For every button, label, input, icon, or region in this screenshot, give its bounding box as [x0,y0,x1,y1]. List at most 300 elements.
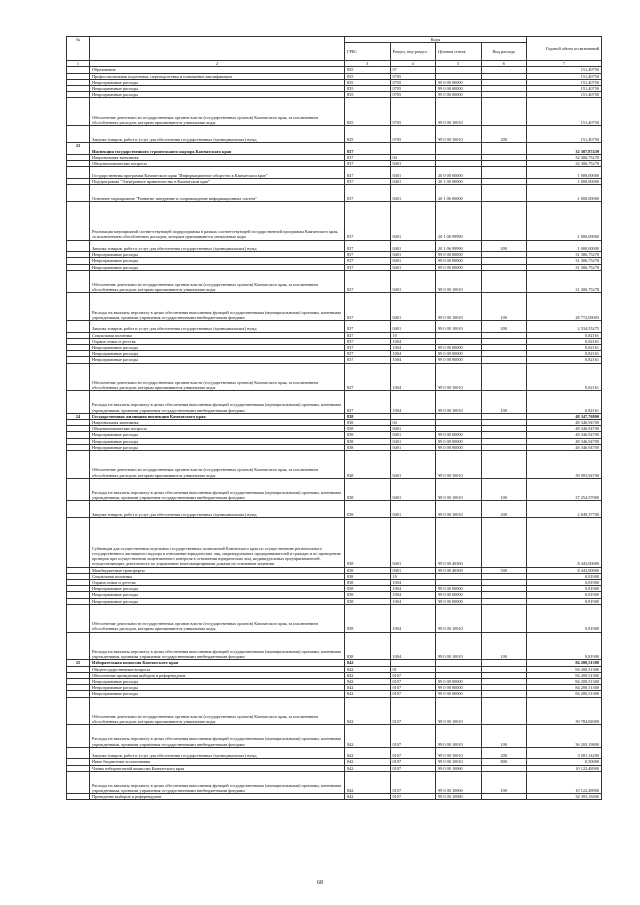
row-sum: 0,82161 [527,351,602,357]
row-name: Расходы на выплаты персоналу в целях обеспечения выполнения функций государственными (муниципальными) органами, казенными учреждениями, органами управления государственными внебюджетными фондами [90,293,345,321]
row-rz: 0401 [390,478,436,500]
row-no [67,363,90,391]
row-name: Общеэкономические вопросы [90,426,345,432]
table-row [67,747,602,759]
row-rz: 1004 [390,632,436,660]
row-grbs: 838 [345,420,391,426]
row-cs: 99 0 00 40300 [436,567,482,573]
row-sum: 1 000,00000 [527,202,602,241]
row-sum: 2 649,37700 [527,501,602,518]
row-cs: 99 0 00 40300 [436,518,482,567]
row-name: Обеспечение деятельности государственных органов власти (государственных органов) Камчатского края, за исключением обособленных расходов, которым присваиваются уникальные коды [90,604,345,632]
row-cs: 99 0 00 10010 [436,501,482,518]
row-sum: 0,81900 [527,580,602,586]
budget-table-sheet [66,36,602,800]
row-cs: 20 1 06 00000 [436,185,482,202]
row-rz: 0401 [390,270,436,292]
row-rz: 0401 [390,264,436,270]
row-rz: 0107 [390,679,436,685]
row-grbs: 837 [345,185,391,202]
row-name: Непрограммные расходы [90,252,345,258]
row-vr: 200 [481,126,527,143]
row-rz: 07 [390,67,436,73]
row-grbs: 842 [345,672,391,678]
row-grbs: 842 [345,660,391,666]
row-name: Непрограммные расходы [90,264,345,270]
row-grbs: 838 [345,478,391,500]
row-cs: 99 0 00 10060 [436,765,482,771]
header-cs: Целевая статья [436,43,482,61]
row-no [67,604,90,632]
row-rz: 0705 [390,86,436,92]
row-vr [481,604,527,632]
row-sum: 1 000,00000 [527,167,602,179]
row-name: Общегосударственные вопросы [90,666,345,672]
row-rz: 0107 [390,765,436,771]
row-name: Расходы на выплаты персоналу в целях обеспечения выполнения функций государственными (муниципальными) органами, казенными учреждениями, органами управления государственными внебюджетными фондами [90,478,345,500]
row-cs: 20 1 06 99990 [436,202,482,241]
table-row [67,167,602,179]
header-sum: Годовой объем ассигнований [527,37,602,61]
table-row [67,391,602,413]
row-name: Непрограммные расходы [90,345,345,351]
row-grbs: 837 [345,143,391,155]
row-name: Непрограммные расходы [90,357,345,363]
row-sum: 31 306,75278 [527,252,602,258]
row-rz: 0401 [390,321,436,333]
row-sum: 48 346,94700 [527,426,602,432]
row-cs [436,143,482,155]
table-row [67,604,602,632]
row-grbs: 835 [345,73,391,79]
row-grbs: 837 [345,252,391,258]
row-no [67,185,90,202]
row-vr [481,167,527,179]
row-grbs: 838 [345,426,391,432]
row-sum: 0,82161 [527,357,602,363]
row-name: Непрограммные расходы [90,685,345,691]
row-name: Социальная политика [90,573,345,579]
row-name: Обеспечение деятельности государственных органов власти (государственных органов) Камчатского края, за исключением обособленных расходов, которым присваиваются уникальные коды [90,451,345,479]
row-name: Субвенции для осуществления отдельных государственных полномочий Камчатского края по осуществлению регионального государственного жилищного надзора в отношении юридических лиц, индивидуальных предпринимателей и граждан и по проведению проверок при осуществлении лицензионного контроля в отношении юридических лиц, индивидуальных предпринимателей, осуществляющих деятельность по управлению многоквартирными домами на основании лицензии [90,518,345,567]
row-rz: 1004 [390,338,436,344]
row-rz: 0107 [390,685,436,691]
row-name: Общеэкономические вопросы [90,161,345,167]
row-grbs: 837 [345,332,391,338]
row-cs: 99 0 00 10010 [436,293,482,321]
row-vr [481,518,527,567]
row-grbs: 842 [345,794,391,800]
row-rz: 1004 [390,580,436,586]
table-row [67,293,602,321]
row-rz: 0107 [390,725,436,747]
row-cs: 20 1 00 00000 [436,178,482,184]
row-cs: 99 0 00 10080 [436,794,482,800]
row-name: Охрана семьи и детства [90,338,345,344]
row-cs: 99 0 00 00000 [436,691,482,697]
row-name: Иные бюджетные ассигнования [90,759,345,765]
row-vr: 200 [481,240,527,252]
row-name: Межбюджетные трансферты [90,567,345,573]
row-sum: 2 534,55275 [527,321,602,333]
row-rz: 0401 [390,258,436,264]
row-name: Непрограммные расходы [90,691,345,697]
row-cs: 99 0 00 00000 [436,357,482,363]
row-sum: 10 122,48900 [527,765,602,771]
row-vr [481,451,527,479]
row-sum: 32 307,87439 [527,143,602,155]
row-sum: 37 254,57000 [527,478,602,500]
row-sum: 151,40750 [527,98,602,126]
row-sum: 0,81900 [527,592,602,598]
row-name: Подпрограмма "Электронное правительство в Камчатском крае" [90,178,345,184]
row-no [67,293,90,321]
row-cs: 99 0 00 00000 [436,444,482,450]
row-sum: 36 203,19800 [527,725,602,747]
row-name: Государственная жилищная инспекция Камчатского края [90,413,345,419]
row-rz: 0705 [390,98,436,126]
row-grbs: 838 [345,438,391,444]
row-sum: 0,82161 [527,363,602,391]
row-no [67,501,90,518]
header-name [90,37,345,61]
row-cs: 99 0 00 10010 [436,478,482,500]
row-name: Непрограммные расходы [90,79,345,85]
table-row [67,794,602,800]
row-grbs: 837 [345,258,391,264]
row-grbs: 838 [345,592,391,598]
table-row [67,725,602,747]
row-name: Социальная политика [90,332,345,338]
row-vr [481,185,527,202]
row-no [67,725,90,747]
row-name: Непрограммные расходы [90,351,345,357]
row-vr: 200 [481,747,527,759]
row-vr: 200 [481,321,527,333]
row-rz: 1004 [390,592,436,598]
row-cs: 99 0 00 10060 [436,771,482,793]
page-number: 68 [317,880,323,886]
row-sum: 48 346,94700 [527,438,602,444]
row-rz: 0401 [390,567,436,573]
row-grbs: 837 [345,270,391,292]
row-vr: 100 [481,293,527,321]
row-sum: 48 346,94700 [527,444,602,450]
row-name: Непрограммные расходы [90,258,345,264]
row-no [67,632,90,660]
row-rz: 0107 [390,697,436,725]
row-rz: 0401 [390,432,436,438]
row-name: Основное мероприятие "Развитие, внедрение и сопровождение информационных систем" [90,185,345,202]
row-vr: 100 [481,478,527,500]
row-grbs: 837 [345,321,391,333]
row-sum: 32 306,75278 [527,161,602,167]
row-rz: 1004 [390,351,436,357]
header-idx-3: 3 [345,61,391,67]
header-idx-7: 7 [527,61,602,67]
row-sum: 48 346,94700 [527,432,602,438]
row-rz: 0401 [390,252,436,258]
row-grbs: 838 [345,632,391,660]
row-no [67,747,90,759]
row-sum: 0,81900 [527,604,602,632]
row-name: Непрограммные расходы [90,444,345,450]
row-vr [481,363,527,391]
row-cs: 99 0 00 00000 [436,252,482,258]
row-grbs: 842 [345,747,391,759]
row-name: Образование [90,67,345,73]
row-grbs: 837 [345,293,391,321]
row-cs: 99 0 00 10010 [436,747,482,759]
row-grbs: 838 [345,413,391,419]
row-cs: 99 0 00 10010 [436,391,482,413]
row-grbs: 842 [345,691,391,697]
header-idx-6: 6 [481,61,527,67]
row-rz: 01 [390,666,436,672]
table-row [67,240,602,252]
row-grbs: 838 [345,432,391,438]
row-cs: 20 0 00 00000 [436,167,482,179]
row-rz: 0107 [390,672,436,678]
row-vr: 100 [481,771,527,793]
row-grbs: 842 [345,771,391,793]
row-grbs: 837 [345,202,391,241]
table-row [67,451,602,479]
table-row [67,501,602,518]
row-sum: 151,40750 [527,86,602,92]
row-sum: 8 443,00000 [527,518,602,567]
row-name: Инспекция государственного строительного надзора Камчатского края [90,143,345,155]
row-sum: 39 784,84000 [527,697,602,725]
row-rz: 0107 [390,691,436,697]
row-cs: 99 0 00 00000 [436,258,482,264]
row-rz: 0705 [390,92,436,98]
row-sum: 0,50000 [527,759,602,765]
row-no: 23 [67,143,90,155]
row-grbs: 835 [345,92,391,98]
row-grbs: 837 [345,357,391,363]
row-sum: 32 306,75278 [527,154,602,160]
row-rz: 10 [390,332,436,338]
row-cs: 99 0 00 00000 [436,351,482,357]
row-rz: 0705 [390,73,436,79]
row-vr [481,697,527,725]
row-no [67,126,90,143]
row-name: Расходы на выплаты персоналу в целях обеспечения выполнения функций государственными (муниципальными) органами, казенными учреждениями, органами управления государственными внебюджетными фондами [90,632,345,660]
row-name: Закупка товаров, работ и услуг для обеспечения государственных (муниципальных) нужд [90,747,345,759]
header-idx-2: 2 [90,61,345,67]
row-cs: 99 0 00 10010 [436,126,482,143]
row-name: Избирательная комиссия Камчатского края [90,660,345,666]
row-rz: 0401 [390,438,436,444]
table-row [67,478,602,500]
row-no [67,321,90,333]
row-grbs: 837 [345,167,391,179]
row-sum: 0,81900 [527,598,602,604]
row-rz: 04 [390,420,436,426]
row-grbs: 835 [345,79,391,85]
row-grbs: 838 [345,567,391,573]
row-no: 25 [67,660,90,666]
row-cs: 99 0 00 00000 [436,586,482,592]
row-sum: 0,81900 [527,573,602,579]
row-rz: 0401 [390,178,436,184]
row-grbs: 837 [345,264,391,270]
row-grbs: 837 [345,240,391,252]
header-grbs: ГРБС [345,43,391,61]
row-grbs: 837 [345,161,391,167]
row-name: Непрограммные расходы [90,86,345,92]
row-cs: 99 0 00 00000 [436,679,482,685]
row-name: Профессиональная подготовка, переподготовка и повышение квалификации [90,73,345,79]
row-rz: 0401 [390,451,436,479]
row-rz: 1004 [390,586,436,592]
row-rz: 0401 [390,167,436,179]
row-sum: 10 122,48900 [527,771,602,793]
row-no [67,167,90,179]
row-grbs: 837 [345,351,391,357]
header-rz: Раздел, под-раздел [390,43,436,61]
row-grbs: 835 [345,86,391,92]
row-cs: 99 0 00 00000 [436,432,482,438]
row-grbs: 842 [345,759,391,765]
row-cs: 99 0 00 00000 [436,86,482,92]
row-no [67,270,90,292]
header-idx-1: 1 [67,61,90,67]
row-name: Непрограммные расходы [90,432,345,438]
row-name: Непрограммные расходы [90,586,345,592]
row-cs: 99 0 00 10010 [436,697,482,725]
row-grbs: 835 [345,126,391,143]
row-rz: 0401 [390,240,436,252]
row-no: 24 [67,413,90,419]
row-grbs: 835 [345,98,391,126]
row-rz: 0107 [390,759,436,765]
row-grbs: 838 [345,580,391,586]
row-name: Охрана семьи и детства [90,580,345,586]
row-sum: 8 443,00000 [527,567,602,573]
row-grbs: 837 [345,345,391,351]
row-cs: 99 0 00 00000 [436,345,482,351]
row-cs: 99 0 00 10010 [436,725,482,747]
table-body [67,67,602,800]
row-rz: 10 [390,573,436,579]
row-cs: 99 0 00 00000 [436,79,482,85]
row-vr [481,270,527,292]
row-name: Закупка товаров, работ и услуг для обеспечения государственных (муниципальных) нужд [90,321,345,333]
row-rz: 0401 [390,444,436,450]
header-idx-4: 4 [390,61,436,67]
row-sum: 28 772,09003 [527,293,602,321]
row-sum: 39 903,94700 [527,451,602,479]
row-name: Непрограммные расходы [90,679,345,685]
row-name: Обеспечение деятельности государственных органов власти (государственных органов) Камчатского края, за исключением обособленных расходов, которым присваиваются уникальные коды [90,270,345,292]
table-row [67,321,602,333]
row-grbs: 837 [345,154,391,160]
row-name: Государственная программа Камчатского края "Информационное общество в Камчатском крае" [90,167,345,179]
row-name: Обеспечение деятельности государственных органов власти (государственных органов) Камчатского края, за исключением обособленных расходов, которым присваиваются уникальные коды [90,98,345,126]
row-cs: 99 0 00 00000 [436,598,482,604]
row-sum: 31 306,75278 [527,264,602,270]
row-sum: 84 200,51300 [527,672,602,678]
header-idx-5: 5 [436,61,482,67]
row-cs: 99 0 00 00000 [436,92,482,98]
row-no [67,794,90,800]
row-vr [481,794,527,800]
row-grbs: 838 [345,598,391,604]
header-codes-group: Коды [345,37,527,43]
row-rz: 1004 [390,345,436,351]
row-sum: 1 000,00000 [527,185,602,202]
row-sum: 48 346,94700 [527,420,602,426]
row-name: Члены избирательной комиссии Камчатского края [90,765,345,771]
table-row [67,270,602,292]
row-vr [481,143,527,155]
row-sum: 151,40750 [527,73,602,79]
row-name: Национальная экономика [90,420,345,426]
row-no [67,202,90,241]
table-row [67,98,602,126]
row-grbs: 837 [345,338,391,344]
row-rz: 1004 [390,604,436,632]
row-rz: 0401 [390,426,436,432]
row-sum: 0,82161 [527,338,602,344]
row-name: Непрограммные расходы [90,592,345,598]
row-name: Закупка товаров, работ и услуг для обеспечения государственных (муниципальных) нужд [90,501,345,518]
row-name: Национальная экономика [90,154,345,160]
row-no [67,391,90,413]
row-grbs: 842 [345,725,391,747]
row-name: Расходы на выплаты персоналу в целях обеспечения выполнения функций государственными (муниципальными) органами, казенными учреждениями, органами управления государственными внебюджетными фондами [90,771,345,793]
row-rz: 1004 [390,598,436,604]
row-sum: 31 306,75278 [527,270,602,292]
row-grbs: 842 [345,697,391,725]
header-vr: Вид расхода [481,43,527,61]
row-no [67,697,90,725]
table-row [67,518,602,567]
row-rz: 0401 [390,293,436,321]
row-grbs: 837 [345,178,391,184]
row-name: Закупка товаров, работ и услуг для обеспечения государственных (муниципальных) нужд [90,126,345,143]
row-cs: 99 0 00 00000 [436,592,482,598]
row-sum: 1 000,00000 [527,178,602,184]
row-grbs: 838 [345,604,391,632]
row-vr: 800 [481,759,527,765]
row-name: Обеспечение деятельности государственных органов власти (государственных органов) Камчатского края, за исключением обособленных расходов, которым присваиваются уникальные коды [90,363,345,391]
row-name: Закупка товаров, работ и услуг для обеспечения государственных (муниципальных) нужд [90,240,345,252]
row-rz: 0107 [390,794,436,800]
budget-table [66,36,602,800]
row-rz: 0705 [390,79,436,85]
row-name: Реализация мероприятий соответствующей подпрограммы в рамках соответствующей государственной программы Камчатского края, за исключением обособленных расходов, которым присваиваются уникальные коды [90,202,345,241]
table-row [67,185,602,202]
row-no [67,451,90,479]
row-rz [390,143,436,155]
row-no [67,478,90,500]
row-grbs: 838 [345,451,391,479]
row-vr: 100 [481,632,527,660]
row-name: Расходы на выплаты персоналу в целях обеспечения выполнения функций государственными (муниципальными) органами, казенными учреждениями, органами управления государственными внебюджетными фондами [90,725,345,747]
row-sum: 84 200,51300 [527,660,602,666]
row-sum: 151,40750 [527,79,602,85]
row-name: Расходы на выплаты персоналу в целях обеспечения выполнения функций государственными (муниципальными) органами, казенными учреждениями, органами управления государственными внебюджетными фондами [90,391,345,413]
row-rz: 1004 [390,357,436,363]
row-vr: 500 [481,567,527,573]
row-rz: 0401 [390,185,436,202]
row-grbs: 838 [345,501,391,518]
row-sum: 34 393,18400 [527,794,602,800]
row-sum: 84 200,51300 [527,685,602,691]
